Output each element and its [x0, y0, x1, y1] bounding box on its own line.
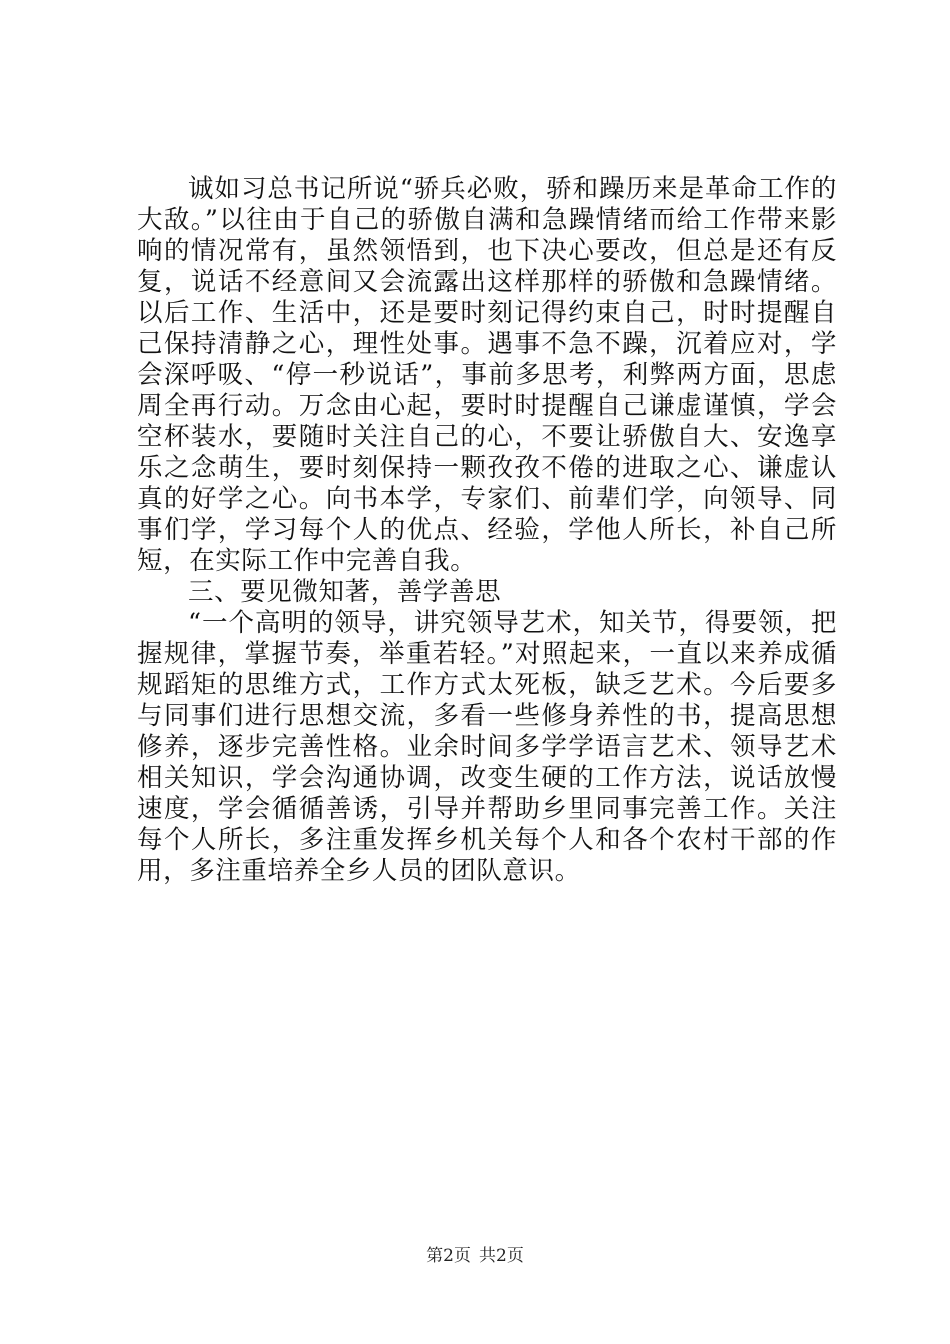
document-body — [137, 174, 837, 887]
page-total: 共2页 — [479, 1246, 524, 1266]
page-number: 第2页 — [426, 1246, 471, 1266]
section-heading: 三、要见微知著，善学善思 — [188, 577, 502, 607]
body-paragraph: 诚如习总书记所说“骄兵必败，骄和躁历来是革命工作的大敌。”以往由于自己的骄傲自满和急躁情绪而给工作带来影响的情况常有，虽然领悟到，也下决心要改，但总是还有反复，说话不经意间又会流露出这样那样的骄傲和急躁情绪。以后工作、生活中，还是要时刻记得约束自己，时时提醒自己保持清静之心，理性处事。遇事不急不躁，沉着应对，学会深呼吸、“停一秒说话”，事前多思考，利弊两方面，思虑周全再行动。万念由心起，要时时提醒自己谦虚谨慎，学会空杯装水，要随时关注自己的心，不要让骄傲自大、安逸享乐之念萌生，要时刻保持一颗孜孜不倦的进取之心、谦虚认真的好学之心。向书本学，专家们、前辈们学，向领导、同事们学，学习每个人的优点、经验，学他人所长，补自己所短，在实际工作中完善自我。 — [137, 174, 837, 576]
body-paragraph: “一个高明的领导，讲究领导艺术，知关节，得要领，把握规律，掌握节奏，举重若轻。”对照起来，一直以来养成循规蹈矩的思维方式，工作方式太死板，缺乏艺术。今后要多与同事们进行思想交流，多看一些修身养性的书，提高思想修养，逐步完善性格。业余时间多学学语言艺术、领导艺术相关知识，学会沟通协调，改变生硬的工作方法，说话放慢速度，学会循循善诱，引导并帮助乡里同事完善工作。关注每个人所长，多注重发挥乡机关每个人和各个农村干部的作用，多注重培养全乡人员的团队意识。 — [137, 608, 837, 886]
page-footer — [0, 1245, 950, 1267]
